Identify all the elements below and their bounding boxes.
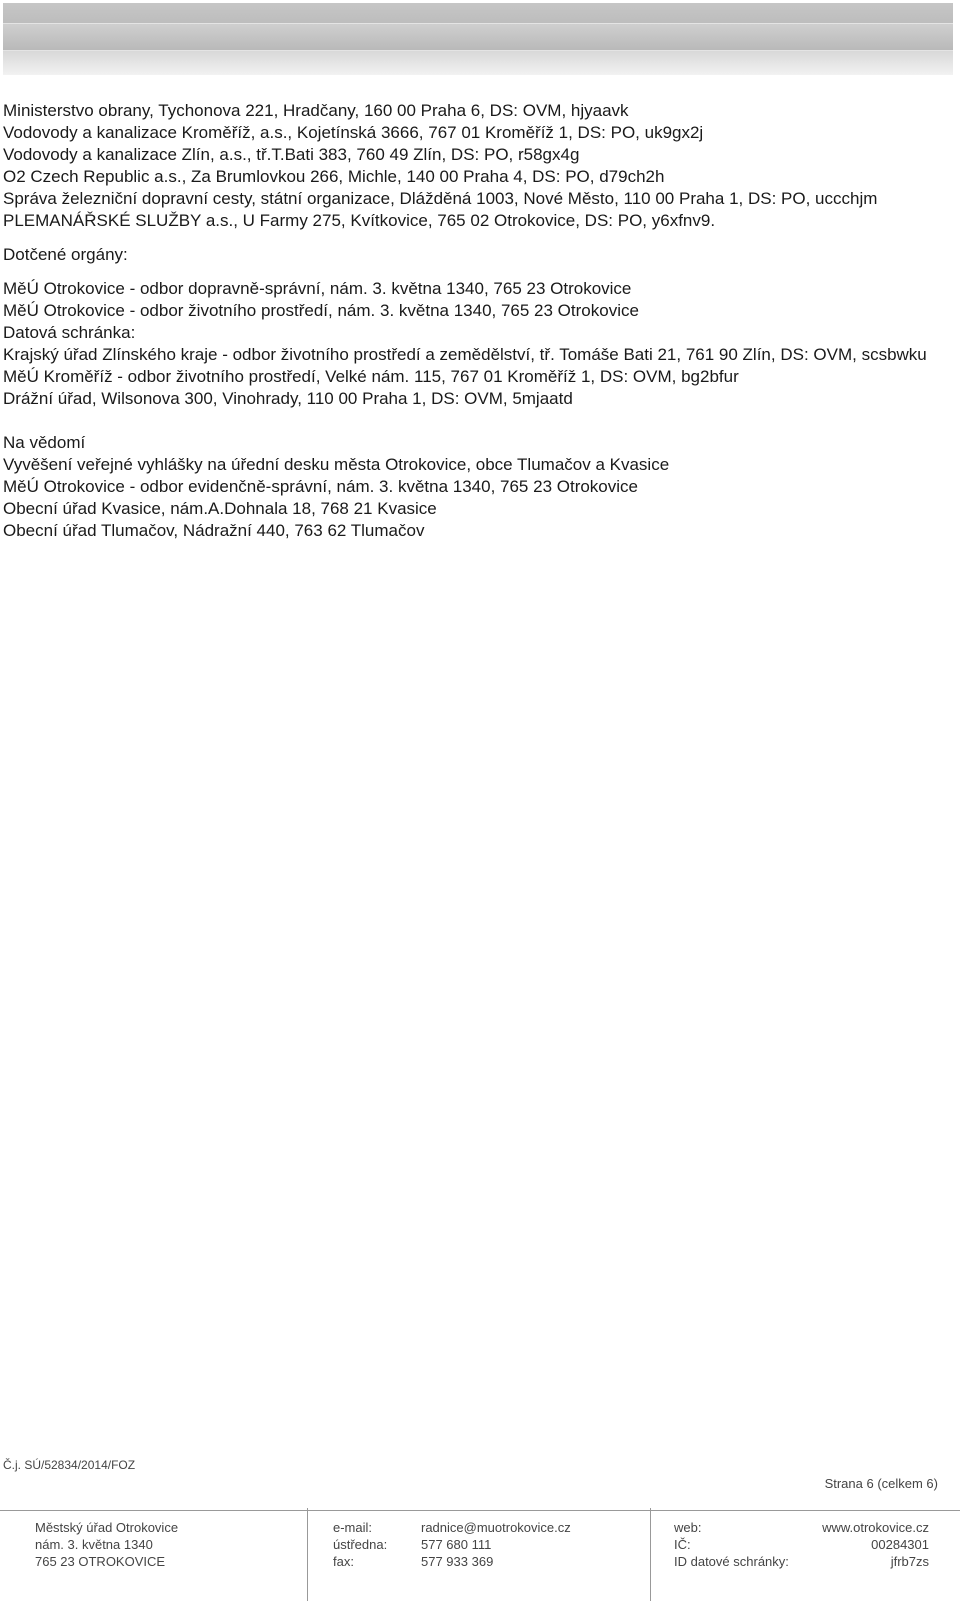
header-stripe <box>3 50 953 51</box>
notice-item: MěÚ Otrokovice - odbor evidenčně-správní, nám. 3. května 1340, 765 23 Otrokovice <box>3 477 638 496</box>
footer-web <box>674 1519 929 1570</box>
footer-databox-value: jfrb7zs <box>890 1554 929 1569</box>
footer-web-label: ID datové schránky: <box>674 1554 789 1569</box>
notice-heading: Na vědomí <box>3 433 86 452</box>
footer-contact <box>333 1519 571 1570</box>
affected-heading: Dotčené orgány: <box>3 245 128 264</box>
document-body <box>3 100 953 542</box>
footer-web-value[interactable]: www.otrokovice.cz <box>822 1520 929 1535</box>
databox-item: Krajský úřad Zlínského kraje - odbor životního prostředí a zemědělství, tř. Tomáše Bati 21, 761 90 Zlín, DS: OVM, scsbwku <box>3 345 927 364</box>
footer-phone-value: 577 680 111 <box>421 1537 492 1552</box>
footer-office-line: Městský úřad Otrokovice <box>35 1520 179 1535</box>
notice-item: Obecní úřad Tlumačov, Nádražní 440, 763 62 Tlumačov <box>3 521 425 540</box>
recipient-item: Vodovody a kanalizace Zlín, a.s., tř.T.Bati 383, 760 49 Zlín, DS: PO, r58gx4g <box>3 145 580 164</box>
footer-divider <box>307 1508 308 1601</box>
recipient-item: PLEMANÁŘSKÉ SLUŽBY a.s., U Farmy 275, Kvítkovice, 765 02 Otrokovice, DS: PO, y6xfnv9. <box>3 211 716 230</box>
footer-divider <box>650 1508 651 1601</box>
footer-fax-value: 577 933 369 <box>421 1554 494 1569</box>
header-band <box>3 3 953 75</box>
footer-web-label: web: <box>674 1520 702 1535</box>
page-footer <box>0 1510 960 1601</box>
footer-web-label: IČ: <box>674 1537 691 1552</box>
databox-item: MěÚ Kroměříž - odbor životního prostředí, Velké nám. 115, 767 01 Kroměříž 1, DS: OVM, bg2bfur <box>3 367 739 386</box>
affected-item: MěÚ Otrokovice - odbor životního prostředí, nám. 3. května 1340, 765 23 Otrokovice <box>3 301 639 320</box>
recipient-list <box>3 100 953 232</box>
footer-office-line: nám. 3. května 1340 <box>35 1537 153 1552</box>
page-number: Strana 6 (celkem 6) <box>824 1476 938 1491</box>
footer-ico-value: 00284301 <box>871 1537 929 1552</box>
notice-item: Obecní úřad Kvasice, nám.A.Dohnala 18, 768 21 Kvasice <box>3 499 437 518</box>
affected-item: MěÚ Otrokovice - odbor dopravně-správní, nám. 3. května 1340, 765 23 Otrokovice <box>3 279 632 298</box>
footer-contact-label: e-mail: <box>333 1520 373 1535</box>
databox-heading: Datová schránka: <box>3 323 136 342</box>
header-stripe <box>3 23 953 24</box>
recipient-item: Správa železniční dopravní cesty, státní organizace, Dlážděná 1003, Nové Město, 110 00 Praha 1, DS: PO, uccchjm <box>3 189 878 208</box>
footer-office-line: 765 23 OTROKOVICE <box>35 1554 166 1569</box>
recipient-item: Vodovody a kanalizace Kroměříž, a.s., Kojetínská 3666, 767 01 Kroměříž 1, DS: PO, uk9gx2j <box>3 123 704 142</box>
footer-contact-label: ústředna: <box>333 1537 388 1552</box>
notice-list <box>3 454 953 542</box>
notice-item: Vyvěšení veřejné vyhlášky na úřední desku města Otrokovice, obce Tlumačov a Kvasice <box>3 455 670 474</box>
recipient-item: O2 Czech Republic a.s., Za Brumlovkou 266, Michle, 140 00 Praha 4, DS: PO, d79ch2h <box>3 167 665 186</box>
footer-contact-label: fax: <box>333 1554 354 1569</box>
databox-item: Drážní úřad, Wilsonova 300, Vinohrady, 110 00 Praha 1, DS: OVM, 5mjaatd <box>3 389 573 408</box>
footer-email-value[interactable]: radnice@muotrokovice.cz <box>421 1520 571 1535</box>
reference-number: Č.j. SÚ/52834/2014/FOZ <box>3 1458 136 1472</box>
affected-list <box>3 278 953 410</box>
recipient-item: Ministerstvo obrany, Tychonova 221, Hradčany, 160 00 Praha 6, DS: OVM, hjyaavk <box>3 101 629 120</box>
footer-office <box>35 1519 178 1570</box>
